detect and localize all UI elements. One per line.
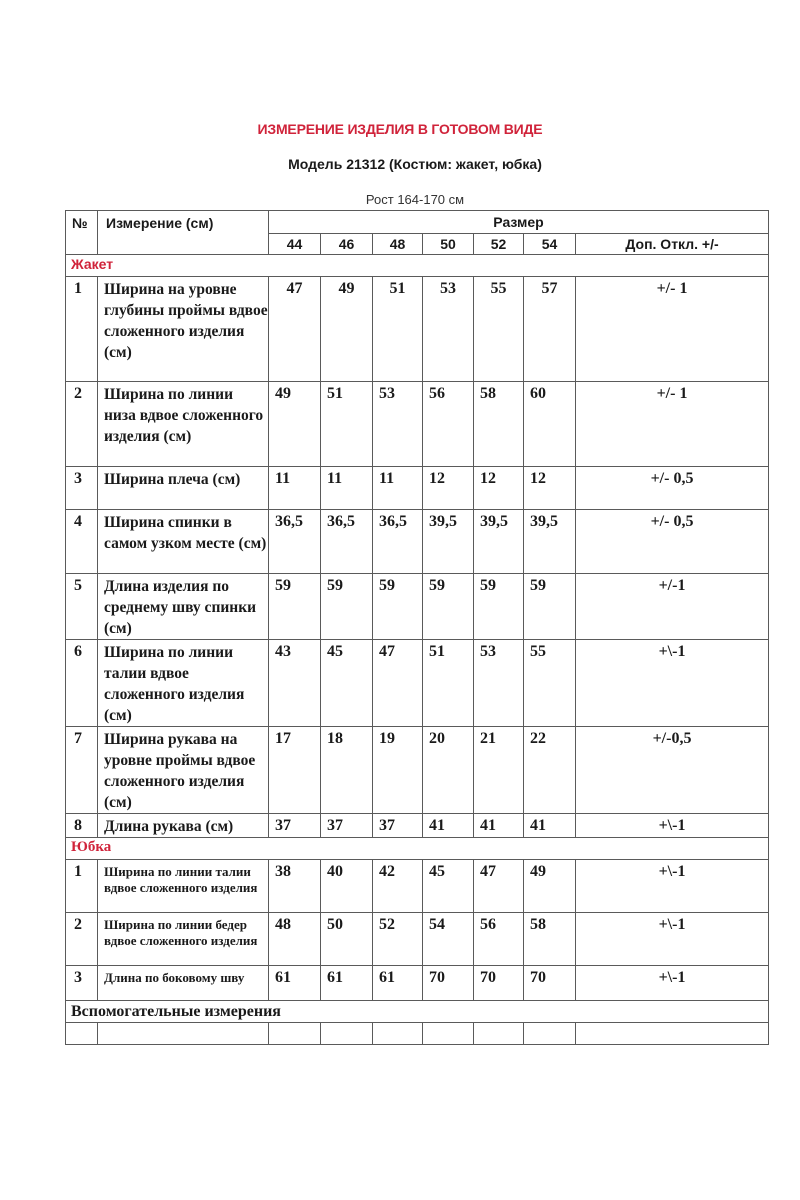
row-value-size-50: 54 — [423, 913, 474, 966]
row-value-size-48: 53 — [373, 382, 423, 467]
row-value-size-52: 41 — [474, 814, 524, 838]
table-row — [66, 574, 769, 640]
row-tolerance: +\-1 — [576, 814, 769, 838]
row-value-size-52: 55 — [474, 277, 524, 382]
row-value-size-54: 60 — [524, 382, 576, 467]
row-value-size-48: 47 — [373, 640, 423, 727]
empty-row — [66, 1023, 769, 1045]
row-value-size-54: 41 — [524, 814, 576, 838]
header-size-54: 54 — [524, 234, 576, 255]
row-number: 2 — [66, 382, 98, 467]
empty-cell — [423, 1023, 474, 1045]
row-value-size-54: 12 — [524, 467, 576, 510]
header-size-48: 48 — [373, 234, 423, 255]
row-value-size-44: 11 — [269, 467, 321, 510]
row-value-size-52: 53 — [474, 640, 524, 727]
empty-cell — [373, 1023, 423, 1045]
row-tolerance: +/- 0,5 — [576, 510, 769, 574]
row-measurement: Ширина на уровне глубины проймы вдвое сложенного изделия (см) — [98, 277, 269, 382]
row-value-size-54: 57 — [524, 277, 576, 382]
row-value-size-54: 39,5 — [524, 510, 576, 574]
row-value-size-50: 59 — [423, 574, 474, 640]
row-value-size-46: 40 — [321, 860, 373, 913]
header-size-50: 50 — [423, 234, 474, 255]
row-value-size-46: 11 — [321, 467, 373, 510]
row-value-size-50: 51 — [423, 640, 474, 727]
row-value-size-46: 36,5 — [321, 510, 373, 574]
row-tolerance: +\-1 — [576, 966, 769, 1001]
row-measurement: Ширина спинки в самом узком месте (см) — [98, 510, 269, 574]
empty-cell — [474, 1023, 524, 1045]
empty-cell — [524, 1023, 576, 1045]
auxiliary-row — [66, 1001, 769, 1023]
row-number: 3 — [66, 467, 98, 510]
header-tolerance: Доп. Откл. +/- — [576, 234, 769, 255]
section-row — [66, 838, 769, 860]
row-value-size-44: 61 — [269, 966, 321, 1001]
row-value-size-44: 43 — [269, 640, 321, 727]
row-number: 2 — [66, 913, 98, 966]
row-value-size-54: 22 — [524, 727, 576, 814]
row-value-size-52: 21 — [474, 727, 524, 814]
table-row — [66, 727, 769, 814]
row-value-size-46: 51 — [321, 382, 373, 467]
row-number: 1 — [66, 277, 98, 382]
row-measurement: Ширина по линии талии вдвое сложенного изделия — [98, 860, 269, 913]
row-measurement: Ширина по линии низа вдвое сложенного изделия (см) — [98, 382, 269, 467]
header-size-44: 44 — [269, 234, 321, 255]
table-row — [66, 640, 769, 727]
row-number: 8 — [66, 814, 98, 838]
row-measurement: Ширина по линии бедер вдвое сложенного изделия — [98, 913, 269, 966]
row-value-size-50: 39,5 — [423, 510, 474, 574]
empty-cell — [321, 1023, 373, 1045]
row-value-size-54: 55 — [524, 640, 576, 727]
row-value-size-44: 17 — [269, 727, 321, 814]
row-value-size-52: 56 — [474, 913, 524, 966]
row-value-size-50: 41 — [423, 814, 474, 838]
model-subtitle: Модель 21312 (Костюм: жакет, юбка) — [288, 156, 542, 172]
row-value-size-48: 52 — [373, 913, 423, 966]
row-number: 6 — [66, 640, 98, 727]
row-value-size-54: 49 — [524, 860, 576, 913]
row-value-size-48: 51 — [373, 277, 423, 382]
table-row — [66, 510, 769, 574]
row-value-size-44: 36,5 — [269, 510, 321, 574]
row-value-size-48: 19 — [373, 727, 423, 814]
row-tolerance: +\-1 — [576, 913, 769, 966]
row-value-size-50: 45 — [423, 860, 474, 913]
row-value-size-52: 39,5 — [474, 510, 524, 574]
row-measurement: Ширина плеча (см) — [98, 467, 269, 510]
header-row — [66, 211, 769, 234]
row-value-size-46: 59 — [321, 574, 373, 640]
row-tolerance: +/- 0,5 — [576, 467, 769, 510]
header-number: № — [66, 211, 98, 255]
empty-cell — [576, 1023, 769, 1045]
row-number: 3 — [66, 966, 98, 1001]
row-tolerance: +/- 1 — [576, 277, 769, 382]
row-value-size-48: 11 — [373, 467, 423, 510]
row-value-size-48: 59 — [373, 574, 423, 640]
table-row — [66, 966, 769, 1001]
row-value-size-50: 70 — [423, 966, 474, 1001]
document-title: ИЗМЕРЕНИЕ ИЗДЕЛИЯ В ГОТОВОМ ВИДЕ — [257, 121, 543, 137]
section-title: Жакет — [66, 255, 769, 277]
table-row — [66, 860, 769, 913]
section-title: Юбка — [66, 838, 769, 860]
row-measurement: Длина по боковому шву — [98, 966, 269, 1001]
row-value-size-48: 61 — [373, 966, 423, 1001]
auxiliary-title: Вспомогательные измерения — [66, 1001, 769, 1023]
row-measurement: Ширина рукава на уровне проймы вдвое сложенного изделия (см) — [98, 727, 269, 814]
table-row — [66, 913, 769, 966]
row-value-size-44: 38 — [269, 860, 321, 913]
row-tolerance: +/- 1 — [576, 382, 769, 467]
row-value-size-44: 59 — [269, 574, 321, 640]
empty-cell — [98, 1023, 269, 1045]
empty-cell — [66, 1023, 98, 1045]
row-value-size-46: 49 — [321, 277, 373, 382]
row-value-size-50: 20 — [423, 727, 474, 814]
row-value-size-54: 70 — [524, 966, 576, 1001]
row-value-size-44: 48 — [269, 913, 321, 966]
row-number: 5 — [66, 574, 98, 640]
row-number: 1 — [66, 860, 98, 913]
row-value-size-52: 12 — [474, 467, 524, 510]
row-tolerance: +/-1 — [576, 574, 769, 640]
row-number: 7 — [66, 727, 98, 814]
row-value-size-48: 36,5 — [373, 510, 423, 574]
row-number: 4 — [66, 510, 98, 574]
row-value-size-44: 37 — [269, 814, 321, 838]
table-row — [66, 277, 769, 382]
row-value-size-54: 58 — [524, 913, 576, 966]
row-value-size-50: 12 — [423, 467, 474, 510]
row-value-size-46: 45 — [321, 640, 373, 727]
row-value-size-50: 56 — [423, 382, 474, 467]
row-value-size-48: 42 — [373, 860, 423, 913]
table-row — [66, 467, 769, 510]
section-row — [66, 255, 769, 277]
row-value-size-52: 58 — [474, 382, 524, 467]
row-measurement: Длина изделия по среднему шву спинки (см) — [98, 574, 269, 640]
height-range: Рост 164-170 см — [365, 192, 465, 207]
row-value-size-46: 37 — [321, 814, 373, 838]
row-measurement: Ширина по линии талии вдвое сложенного изделия (см) — [98, 640, 269, 727]
row-value-size-52: 47 — [474, 860, 524, 913]
row-value-size-50: 53 — [423, 277, 474, 382]
table-row — [66, 382, 769, 467]
row-measurement: Длина рукава (см) — [98, 814, 269, 838]
row-value-size-46: 18 — [321, 727, 373, 814]
header-size-46: 46 — [321, 234, 373, 255]
row-value-size-46: 50 — [321, 913, 373, 966]
row-tolerance: +/-0,5 — [576, 727, 769, 814]
row-value-size-44: 47 — [269, 277, 321, 382]
header-size-group: Размер — [269, 211, 769, 234]
row-tolerance: +\-1 — [576, 860, 769, 913]
row-tolerance: +\-1 — [576, 640, 769, 727]
row-value-size-46: 61 — [321, 966, 373, 1001]
header-measurement: Измерение (см) — [98, 211, 269, 255]
measurement-table — [65, 210, 769, 1045]
row-value-size-54: 59 — [524, 574, 576, 640]
row-value-size-52: 70 — [474, 966, 524, 1001]
empty-cell — [269, 1023, 321, 1045]
row-value-size-52: 59 — [474, 574, 524, 640]
row-value-size-48: 37 — [373, 814, 423, 838]
row-value-size-44: 49 — [269, 382, 321, 467]
table-row — [66, 814, 769, 838]
header-size-52: 52 — [474, 234, 524, 255]
